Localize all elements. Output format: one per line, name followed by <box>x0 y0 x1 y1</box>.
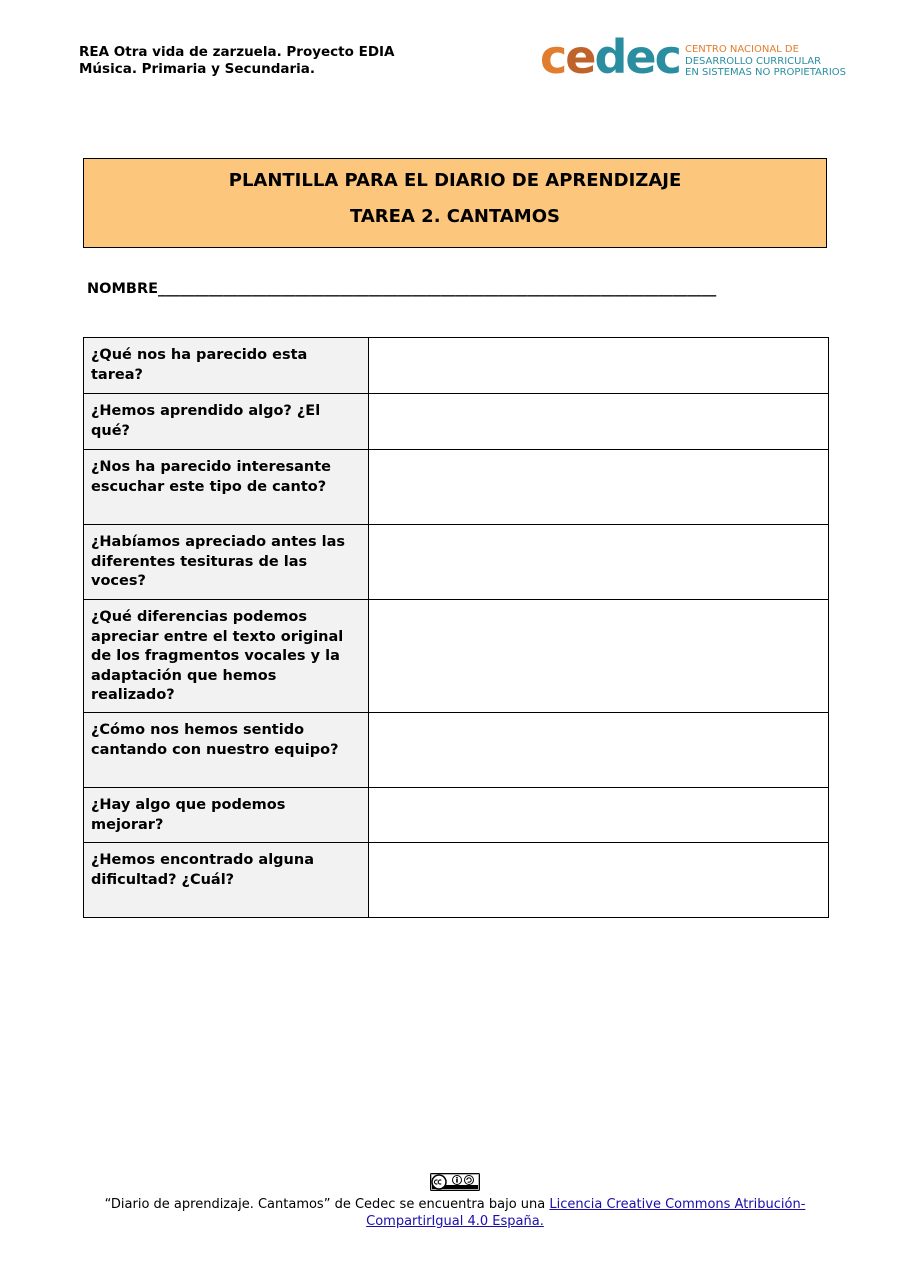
table-row <box>84 788 829 843</box>
license-link-continued[interactable]: CompartirIgual 4.0 España. <box>366 1214 544 1229</box>
question-cell: ¿Hemos encontrado alguna dificultad? ¿Cuál? <box>84 843 369 918</box>
answer-cell[interactable] <box>369 713 829 788</box>
nombre-field[interactable]: NOMBRE_____________________________________________________________________________ <box>87 281 717 297</box>
question-cell: ¿Qué diferencias podemos apreciar entre el texto original de los fragmentos vocales y la adaptación que hemos realizado? <box>84 600 369 713</box>
table-row <box>84 394 829 450</box>
answer-cell[interactable] <box>369 450 829 525</box>
question-cell: ¿Nos ha parecido interesante escuchar este tipo de canto? <box>84 450 369 525</box>
license-link[interactable]: Licencia Creative Commons Atribución- <box>549 1197 806 1212</box>
license-footer <box>0 1173 910 1230</box>
document-header <box>79 44 395 78</box>
table-row <box>84 713 829 788</box>
diary-table <box>83 337 829 918</box>
title-box <box>83 158 827 248</box>
answer-cell[interactable] <box>369 525 829 600</box>
logo-text-line-2: DESARROLLO CURRICULAR <box>685 55 822 67</box>
cedec-logo-wordmark: cedec <box>540 30 680 84</box>
question-cell: ¿Qué nos ha parecido esta tarea? <box>84 338 369 394</box>
answer-cell[interactable] <box>369 338 829 394</box>
table-row <box>84 338 829 394</box>
creative-commons-by-sa-icon <box>430 1173 480 1191</box>
question-cell: ¿Hay algo que podemos mejorar? <box>84 788 369 843</box>
cedec-logo <box>540 30 860 86</box>
page-title: PLANTILLA PARA EL DIARIO DE APRENDIZAJE <box>228 170 682 191</box>
answer-cell[interactable] <box>369 394 829 450</box>
table-row <box>84 450 829 525</box>
answer-cell[interactable] <box>369 600 829 713</box>
license-text: “Diario de aprendizaje. Cantamos” de Cedec se encuentra bajo una <box>104 1197 550 1212</box>
table-row <box>84 525 829 600</box>
answer-cell[interactable] <box>369 788 829 843</box>
table-row <box>84 843 829 918</box>
answer-cell[interactable] <box>369 843 829 918</box>
page-subtitle: TAREA 2. CANTAMOS <box>350 206 560 227</box>
header-line-1: REA Otra vida de zarzuela. Proyecto EDIA <box>79 44 395 60</box>
logo-text-line-1: CENTRO NACIONAL DE <box>685 44 799 55</box>
logo-text-line-3: EN SISTEMAS NO PROPIETARIOS <box>685 67 847 78</box>
table-row <box>84 600 829 713</box>
cedec-logo-text <box>685 44 846 79</box>
header-line-2: Música. Primaria y Secundaria. <box>79 61 315 77</box>
question-cell: ¿Habíamos apreciado antes las diferentes tesituras de las voces? <box>84 525 369 600</box>
question-cell: ¿Cómo nos hemos sentido cantando con nuestro equipo? <box>84 713 369 788</box>
question-cell: ¿Hemos aprendido algo? ¿El qué? <box>84 394 369 450</box>
